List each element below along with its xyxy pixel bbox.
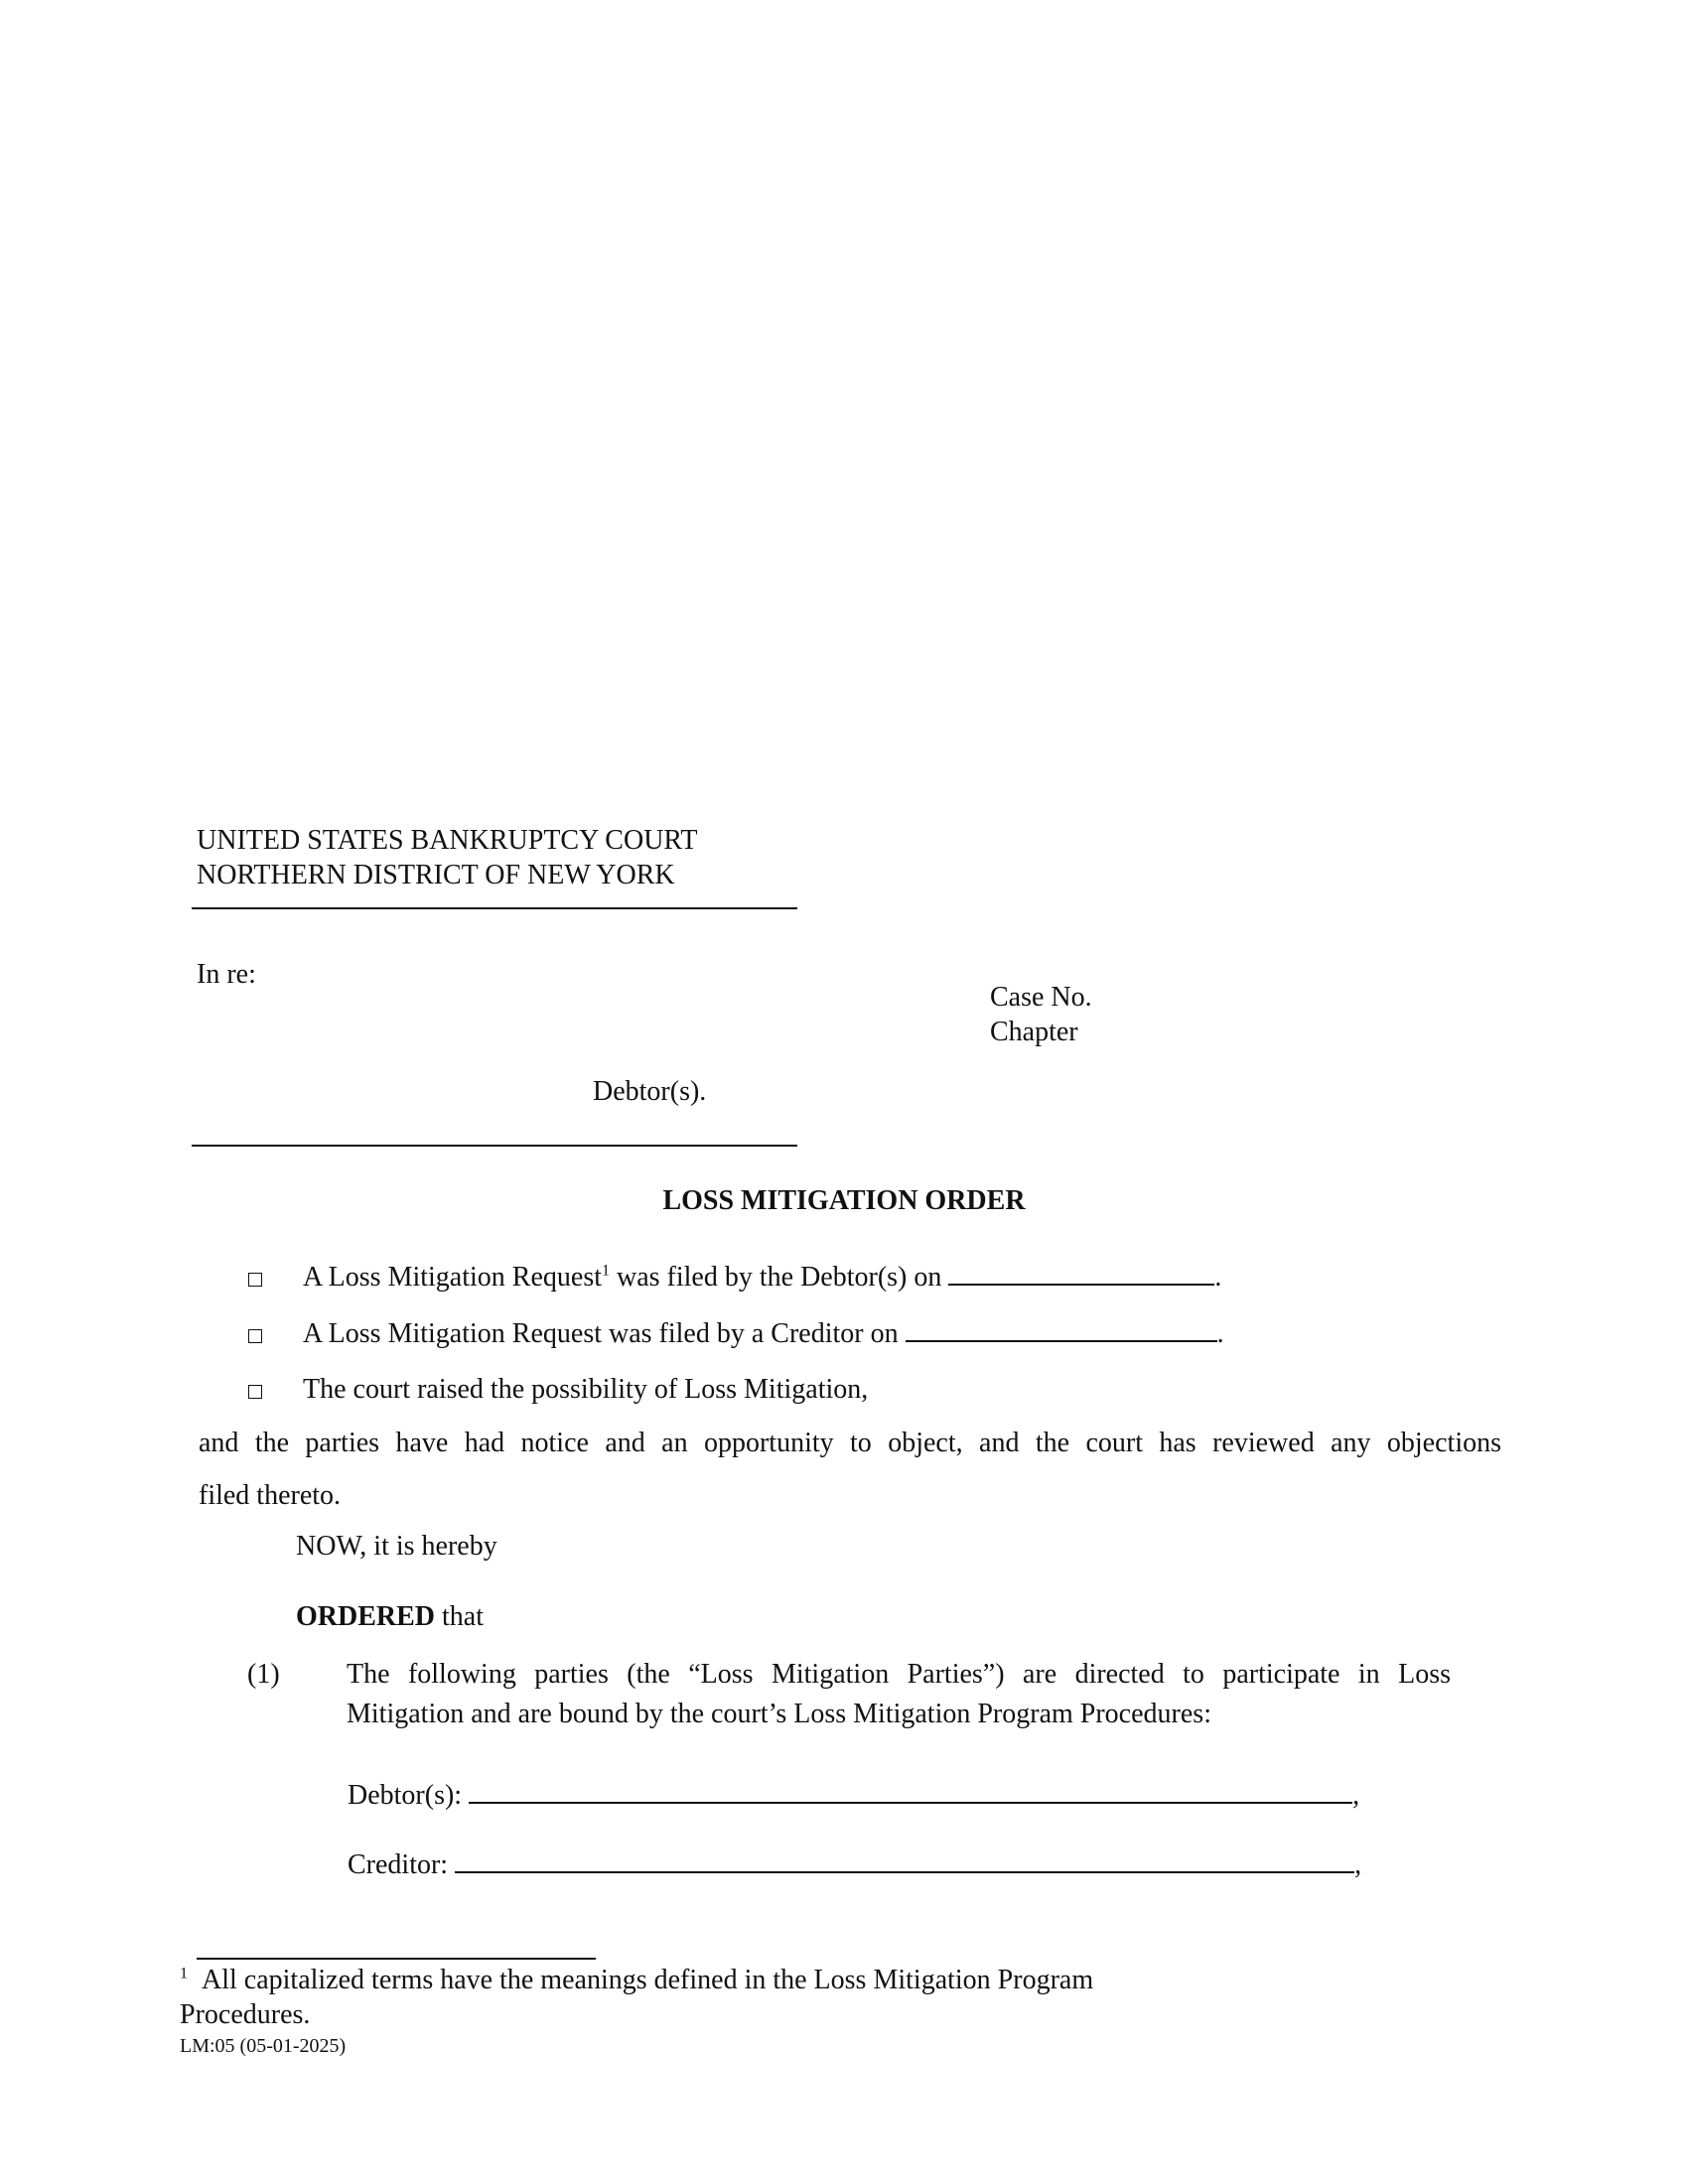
creditor-party-label: Creditor: [348,1849,449,1880]
creditor-request-checkbox[interactable] [248,1329,262,1343]
form-identifier: LM:05 (05-01-2025) [180,2035,347,2057]
in-re-label: In re: [197,959,256,990]
now-clause: NOW, it is hereby [296,1531,497,1562]
creditor-request-date-field[interactable] [906,1318,1217,1342]
item1-line1: The following parties (the “Loss Mitigation Parties”) are directed to participate in Loss [347,1659,1451,1690]
checkbox-row-debtor-request: A Loss Mitigation Request$^1$ was filed by the Debtor(s) on . [248,1261,1221,1295]
item-number: (1) [247,1659,280,1690]
caption-divider [192,1145,797,1147]
checkbox-row-creditor-request: A Loss Mitigation Request was filed by a Creditor on . [248,1317,1224,1351]
ordered-clause: ORDERED that [296,1601,485,1632]
debtor-request-date-field[interactable] [948,1262,1214,1286]
footnote-mark: 1 [180,1965,188,1982]
debtors-party-field[interactable] [469,1780,1352,1804]
creditor-party-row: Creditor: , [348,1849,1362,1880]
chapter-label: Chapter [990,1017,1078,1047]
checkbox-text: The court raised the possibility of Loss Mitigation, [303,1374,869,1405]
checkbox-row-court-raised [248,1373,868,1407]
creditor-party-field[interactable] [455,1849,1354,1873]
court-name: UNITED STATES BANKRUPTCY COURT [197,825,698,856]
checkbox-text: was filed by the Debtor(s) on [610,1262,942,1293]
debtors-caption-label: Debtor(s). [593,1076,707,1107]
notice-paragraph-line1: and the parties have had notice and an opportunity to object, and the court has reviewed any objections [199,1428,1501,1458]
checkbox-text: A Loss Mitigation Request was filed by a Creditor on [303,1318,899,1349]
ordered-keyword: ORDERED [296,1601,436,1632]
debtors-party-row: Debtor(s): , [348,1780,1360,1811]
footnote-separator [197,1958,596,1960]
notice-paragraph-line2: filed thereto. [199,1480,342,1511]
court-district: NORTHERN DISTRICT OF NEW YORK [197,860,675,890]
case-number-label: Case No. [990,982,1092,1013]
item1-line2: Mitigation and are bound by the court’s Loss Mitigation Program Procedures: [347,1699,1211,1729]
footnote-reference: 1 [602,1262,610,1280]
debtor-request-checkbox[interactable] [248,1273,262,1287]
footnote-line2: Procedures. [180,1999,311,2030]
heading-divider [192,907,797,909]
footnote-line1: $^1$ All capitalized terms have the meanings defined in the Loss Mitigation Program [180,1965,1094,1995]
court-raised-checkbox[interactable] [248,1385,262,1399]
checkbox-text: A Loss Mitigation Request [303,1262,602,1293]
debtors-party-label: Debtor(s): [348,1780,463,1811]
order-title: LOSS MITIGATION ORDER [662,1185,1026,1216]
